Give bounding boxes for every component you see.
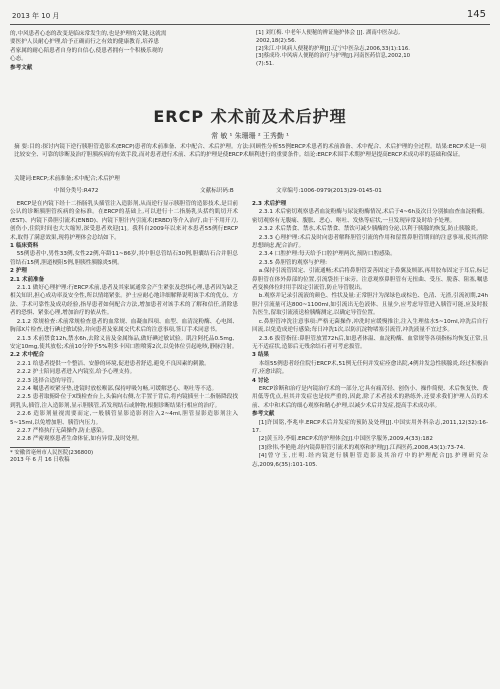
body-paragraph: 55例患者中,男性33例,女性22例,年龄11~86岁,其中胆总管结石30例,胆囊结石合并胆总管结石15例,胆道梗阻5例,胆胰性胰腺炎5例。 <box>10 251 238 266</box>
body-paragraph: 本组55例患者经住院行ERCP术,51例无任何并发症痊愈出院,4例并发急性胰腺炎,经过积极治疗,痊愈出院。 <box>252 360 488 376</box>
reference-line: [3]蔡成玲.中风病人便秘的治疗与护理[J].河南医药信息,2002,10 <box>256 53 411 60</box>
body-paragraph: 2.2.8 严密观察患者生命体征,如有异常,及时处理。 <box>16 436 143 443</box>
body-paragraph: 2.3.1 术后密切观察患者血淀粉酶与尿淀粉酶情况,术后于4~6h及次日分别抽血查血淀粉酶。密切观察有无腹痛、腹胀、恶心、呕吐、发热等症状,一旦发现异常及时给予处理。 <box>252 209 488 224</box>
body-paragraph: 2.2.7 严格执行无菌操作,防止感染。 <box>16 427 108 434</box>
keywords: 关键词:ERCP;术前准备;术中配合;术后护理 <box>14 176 120 182</box>
received-date: 2013 年 6 月 16 日收稿 <box>10 457 70 464</box>
body-paragraph: 2.1.2 常规检查:术前常规检查患者的血常规、血凝血四项、血型、血清淀粉酶、心电图、胸部X片检查,进行碘过敏试验,并向患者及家属交代术后的注意事项,签订手术同意书。 <box>10 318 238 334</box>
body-paragraph: 2.1.1 做好心理护理:行ERCP术前,患者及其家属通常会产生紧张及恐惧心理,患者因为缺乏相关知识,担心成功率及安全性,所以情绪紧张。护士应耐心地详细解释说明该手术的优点、方法、手术可靠性及成功经验,指导患者如何配合方法,增加患者对该手术的了解和信任,消除患者的恐惧、紧张心理,增加治疗的依从性。 <box>10 285 238 317</box>
article-title: ERCP 术术前及术后护理 <box>153 107 347 126</box>
body-paragraph: [2]黄玉玲,李娟.ERCP术的护理体会[J].中国医学服务,2009,4(33):182 <box>258 436 433 443</box>
body-paragraph: ERCP是在内镜下经十二指肠乳头插管注入造影剂,从而逆行显示胰胆管的造影技术,是目前公认的诊断胰胆管疾病的金标准。在ERCP的基础上,可以进行十二指肠乳头括约肌切开术(EST)、内镜下鼻胆引流术(ENBD)、内镜下胆汁内引流术(ERBD)等介入治疗,由于不用开刀,创伤小,住院时间也大大缩短,深受患者欢迎[1]。我科自2009年以来对本患者55例行ERCP术,取得了满意效果,现将护理体会总结如下。 <box>10 201 238 241</box>
running-header <box>12 8 488 22</box>
body-paragraph: 2.2.1 给患者提供一个整洁、安静的环境,促进患者舒适,避免不良因素的刺激。 <box>16 360 210 367</box>
body-line: 心态。 <box>10 56 27 63</box>
section-heading: 3 结果 <box>252 352 270 359</box>
section-heading: 4 讨论 <box>252 377 270 384</box>
reference-line: 2002,18(2):56. <box>256 37 297 44</box>
document-code: 文献标识码:B <box>200 188 234 194</box>
body-paragraph: [3]徐伟,李艳艳.经内镜鼻胆管引流术的观察和护理[J].江西医药,2008,43(1):73-74. <box>258 444 465 451</box>
header-rule <box>10 24 490 25</box>
reference-line: [1] 刘红梅. 中老年人便秘的辨证施护体会 [J]. 湖南中医杂志, <box>256 30 401 36</box>
body-paragraph: 2.3.6 拔管指征:鼻胆管放置72h后,如患者体温、血淀粉酶、血常规等各项指标均恢复正常,且无不适症状,造影后无残余结石者可考虑拔管。 <box>252 335 488 350</box>
body-paragraph: 2.1.3 术前禁食12h,禁水6h,去除义齿及金属饰品,做好碘过敏试验。肌注阿托品0.5mg、安定10mg,使其放松;术前10分钟予5%利多卡因口腔喷雾2次,以免体位引起呛咳,静脉注射。 <box>10 335 238 350</box>
section-heading: 1 临床资料 <box>10 243 39 250</box>
body-paragraph: c.鼻胆管冲洗注意事项:严格无菌操作,冲洗时应缓慢推注,注入生理盐水5~10ml,冲洗后自行回流,以免造成逆行感染;每日冲洗1次,以防沉淀物堵塞引流管,冲洗液量不宜过多。 <box>252 318 488 334</box>
classification-number: 中图分类号:R472 <box>54 188 99 194</box>
body-paragraph: ERCP诊断和治疗是内镜治疗术的一部分,它具有痛苦轻、创伤小、操作简便、术后恢复快、费用低等优点,但其并发症也是较严重的,因此,除了术者技术的熟练外,还要求我们护理人员的术前、术中和术后的细心观察和精心护理,以减少术后并发症,提高手术成功率。 <box>252 385 488 409</box>
body-paragraph: 2.3.2 术后禁食、禁水,术后禁食、禁饮可减少胰酶的分泌,以利于胰腺的恢复,防止胰腺炎。 <box>258 226 482 233</box>
reference-line: [2]朱江.中风病人便秘的护理[J].辽宁中医杂志,2006,33(1):116. <box>256 45 410 52</box>
abstract: 摘 要:目的:探讨内镜下逆行胰胆管造影术(ERCP)患者的术前准备、术中配合、术后护理。方法:回顾性分析55例ERCP术患者的术前准备、术中配合、术后护理的全过程。结果:ERCP术是一项比较安全、可靠的诊断及治疗胆胰疾病的有效手段,而对患者进行术前、术后的护理是使ERCP术顺利进行的重要条件。结论:ERCP术围手术期护理是提高ERCP术成功率的基础和保证。 <box>14 144 486 158</box>
section-heading: 2.2 术中配合 <box>10 352 45 359</box>
section-heading: 参考文献 <box>252 411 275 418</box>
body-left-column <box>10 200 238 465</box>
body-paragraph: 2.3.3 心理护理:术后及时向患者解释胆管引流的作用和留置鼻胆管期间的注意事项,使其消除思想顾虑,配合治疗。 <box>252 234 488 250</box>
body-paragraph: 2.2.4 嘱患者咬紧牙垫,进镜时放松喉部,保持呼吸匀畅,可缓解恶心、呕吐等不适。 <box>16 385 218 392</box>
body-paragraph: [4]曾守玉,庄明.经内镜逆行胰胆管造影及其治疗中的护理配合[J].护理研究杂志,2009,6(35):101-105. <box>252 453 488 468</box>
body-paragraph: a.保持引流管固定、引流通畅;术后将鼻胆管妥善固定于鼻翼及颊部,再用胶布固定于耳后,标记鼻胆管在体外鼻部的位置,引流袋挂于床旁。注意观察鼻胆管有无扭曲、受压、脱落、阻塞,嘱患者变换体位时用手固定引流管,防止导管脱出。 <box>252 268 488 292</box>
issue-date: 2013 年 10 月 <box>12 12 60 20</box>
body-paragraph: [1]许国铭,李兆申.ERCP术后并发症的预防及处理[J].中国实用外科杂志,2011,12(32):16-17. <box>252 419 488 434</box>
body-paragraph: 2.2.3 选择合适的导管。 <box>16 377 78 384</box>
reference-line: (7):51. <box>256 61 275 68</box>
body-paragraph: 2.3.5 鼻胆管的观察与护理: <box>258 259 327 266</box>
references-heading: 参考文献 <box>10 64 33 71</box>
section-heading: 2.3 术后护理 <box>252 201 287 207</box>
body-right-column <box>252 200 488 469</box>
body-line: 者家属的耐心陪患者自身的自信心,使患者拥有一个积极乐观的 <box>10 47 163 54</box>
article-authors: 常 敏 ¹ 朱珊珊 ² 王秀勤 ¹ <box>211 132 289 140</box>
section-heading: 2 护理 <box>10 268 28 275</box>
body-line: 的,中风患者心态的改变是临床常发生的,也是护理的关键,这就需 <box>10 31 167 37</box>
author-affiliation: * 安徽省亳州市人民医院(236800) <box>10 449 94 456</box>
page-number: 145 <box>466 9 486 20</box>
article-title-block <box>20 104 480 141</box>
body-paragraph: 2.2.6 造影剂量视需要而定,一般胰管显影造影剂注入2~4ml,胆管显影造影剂注入5~15ml,以免增加胆、胰管内压力。 <box>10 411 238 426</box>
body-paragraph: 2.3.4 口腔护理:每天给予口腔护理两次,预防口腔感染。 <box>258 251 396 258</box>
footnote-rule <box>10 447 70 448</box>
previous-article-ending <box>10 30 238 72</box>
body-paragraph: 2.2.2 护士陪同患者进入内镜室,给予心理支持。 <box>16 369 136 376</box>
section-heading: 2.1 术前准备 <box>10 276 45 283</box>
article-number: 文章编号:1006-0979(2013)29-0145-01 <box>276 188 382 194</box>
body-paragraph: b.观察并记录引流液的颜色、性状及量:正常胆汁为深绿色或棕色、色清、无渣,引流初期,24h胆汁引流量可达800~1100ml,如引流出无色液体、且量少,应考虑导管进入胰管可能,应及时报告医生,留取引流液送检胰酶测定,以确定导管位置。 <box>252 293 488 317</box>
body-line: 要医护人员耐心护理,给予正确而行之有效的健康教育,培养患 <box>10 39 159 46</box>
body-paragraph: 2.2.5 患者取俯卧位于X线检查台上,头偏向右侧,左手置于背后,将内镜插至十二指肠降段找到乳头,插管,注入造影剂,显示胆胰管,若发现结石或肿物,根据诊断结果行相应的治疗。 <box>10 394 238 409</box>
previous-article-references <box>256 30 490 69</box>
